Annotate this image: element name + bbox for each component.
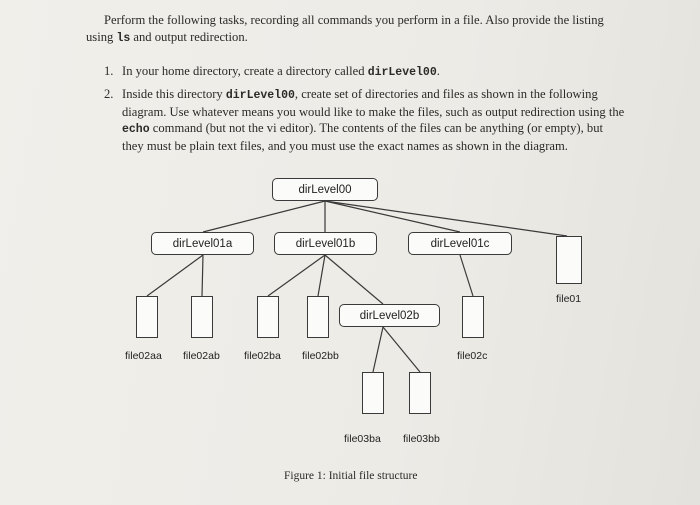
task-text-end: .	[436, 64, 440, 78]
dir-label: dirLevel01c	[430, 237, 490, 250]
file-label-file02ab: file02ab	[183, 350, 220, 362]
dir-label: dirLevel01b	[295, 237, 356, 250]
file-icon-file02aa	[136, 296, 158, 338]
dir-dirlevel01b	[274, 232, 377, 255]
file-icon-file02bb	[307, 296, 329, 338]
file-icon-file02ab	[191, 296, 213, 338]
task-text-middle: , create set of directories and files as shown in the following diagram. Use whatever means you would like to make the files, such as output redirection using the	[122, 87, 625, 119]
dir-dirlevel01a	[151, 232, 254, 255]
task-text: In your home directory, create a directory called	[122, 64, 368, 78]
task-number: 2.	[104, 87, 114, 101]
file-label-file02c: file02c	[457, 350, 488, 362]
file-label-file03ba: file03ba	[344, 433, 381, 445]
file-label-file01: file01	[556, 293, 582, 305]
task-text-end: command (but not the vi editor). The contents of the files can be anything (or empty), but they must be plain text files, and you must use the exact names as shown in the diagram.	[122, 121, 603, 153]
dir-label: dirLevel02b	[359, 309, 420, 322]
task-number: 1.	[104, 64, 114, 78]
dir-dirlevel00	[272, 178, 378, 201]
dir-label: dirLevel00	[298, 183, 352, 196]
file-icon-file02c	[462, 296, 484, 338]
file-icon-file01	[556, 236, 582, 284]
file-label-file02aa: file02aa	[125, 350, 162, 362]
file-icon-file03ba	[362, 372, 384, 414]
intro-text: Perform the following tasks, recording all commands you perform in a file. Also provide the listing using	[86, 13, 604, 44]
figure-caption: Figure 1: Initial file structure	[284, 470, 418, 482]
file-icon-file03bb	[409, 372, 431, 414]
file-label-file02ba: file02ba	[244, 350, 281, 362]
dir-dirlevel01c	[408, 232, 512, 255]
file-label-file03bb: file03bb	[403, 433, 440, 445]
dir-dirlevel02b	[339, 304, 440, 327]
dir-name-code: dirLevel00	[225, 89, 295, 102]
ls-command: ls	[116, 32, 131, 45]
task-text: Inside this directory	[122, 87, 226, 101]
dir-name-code: dirLevel00	[367, 66, 437, 79]
file-label-file02bb: file02bb	[302, 350, 339, 362]
dir-label: dirLevel01a	[172, 237, 233, 250]
file-icon-file02ba	[257, 296, 279, 338]
intro-text-end: and output redirection.	[130, 30, 248, 44]
echo-command: echo	[122, 123, 150, 136]
